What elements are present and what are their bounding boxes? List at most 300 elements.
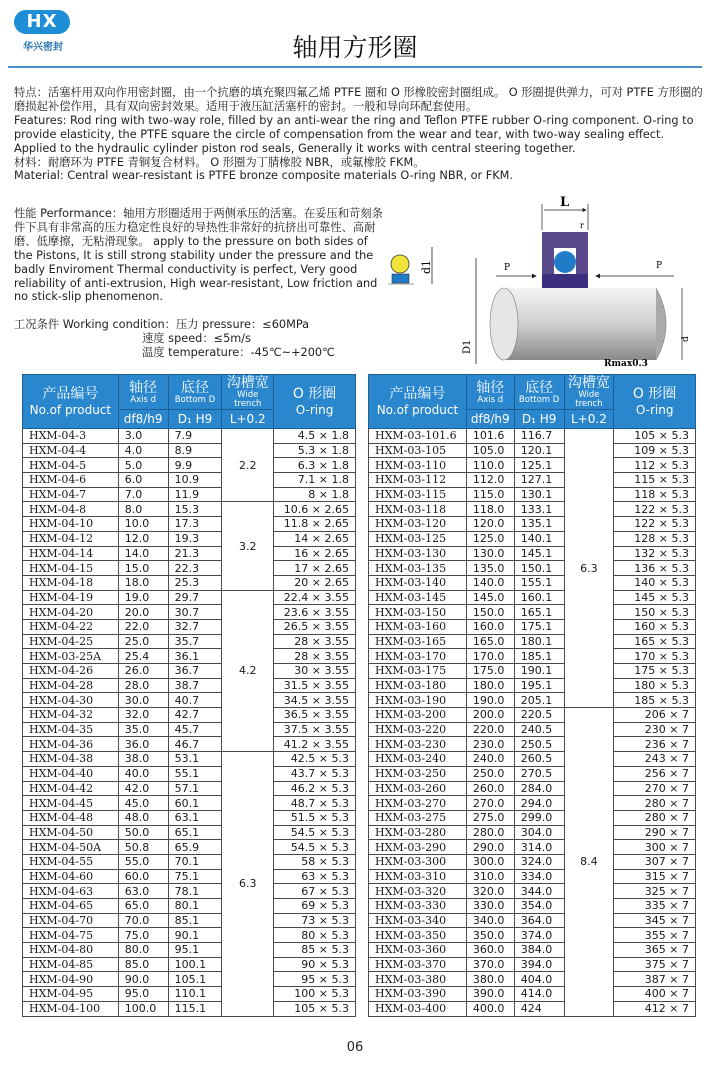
- cell-axis-diameter: 320.0: [466, 884, 514, 899]
- cell-oring-size: 122 × 5.3: [614, 502, 696, 517]
- cell-trench-width: 8.4: [564, 708, 614, 1016]
- table-row: [369, 502, 696, 517]
- cell-product-code: HXM-04-25: [23, 634, 119, 649]
- cell-bottom-diameter: 9.9: [168, 458, 222, 473]
- rmax-label: Rmax0.3: [604, 359, 648, 369]
- cell-oring-size: 112 × 5.3: [614, 458, 696, 473]
- performance-text: 性能 Performance：轴用方形圈适用于两侧承压的活塞。在妥压和苛刻条件下具有非常高的压力稳定性良好的导热性非常好的抗挤出可靠性、高耐磨、低摩擦，无粘滑现象。 apply to the pressure on both sides of the Pistons, It is still strong stability under the pressure and the badly Enviroment Thermal conductivity is perfect, Very good reliability of anti-extrusion, High wear-resistant, Low friction and no stick-slip phenomenon.: [14, 207, 383, 304]
- cell-bottom-diameter: 270.5: [514, 766, 564, 781]
- cell-product-code: HXM-03-112: [369, 473, 467, 488]
- cell-axis-diameter: 220.0: [466, 722, 514, 737]
- cell-axis-diameter: 150.0: [466, 605, 514, 620]
- D1-label: D1: [462, 339, 473, 354]
- cell-product-code: HXM-04-6: [23, 473, 119, 488]
- cell-axis-diameter: 36.0: [118, 737, 168, 752]
- cell-axis-diameter: 45.0: [118, 796, 168, 811]
- cell-oring-size: 206 × 7: [614, 708, 696, 723]
- cell-bottom-diameter: 95.1: [168, 943, 222, 958]
- table-row: [369, 899, 696, 914]
- cell-product-code: HXM-03-150: [369, 605, 467, 620]
- cell-bottom-diameter: 63.1: [168, 810, 222, 825]
- cell-axis-diameter: 48.0: [118, 810, 168, 825]
- cell-product-code: HXM-04-85: [23, 957, 119, 972]
- table-row: [23, 869, 356, 884]
- cell-axis-diameter: 112.0: [466, 473, 514, 488]
- cell-product-code: HXM-03-360: [369, 943, 467, 958]
- cell-oring-size: 10.6 × 2.65: [274, 502, 356, 517]
- table-row: [369, 840, 696, 855]
- cell-bottom-diameter: 334.0: [514, 869, 564, 884]
- cell-bottom-diameter: 304.0: [514, 825, 564, 840]
- col-unit-bottom: D₁ H9: [514, 410, 564, 429]
- table-row: [23, 649, 356, 664]
- table-row: [23, 781, 356, 796]
- cell-oring-size: 63 × 5.3: [274, 869, 356, 884]
- table-row: [23, 575, 356, 590]
- cell-axis-diameter: 130.0: [466, 546, 514, 561]
- table-row: [369, 708, 696, 723]
- cell-axis-diameter: 340.0: [466, 913, 514, 928]
- cell-oring-size: 67 × 5.3: [274, 884, 356, 899]
- cell-oring-size: 58 × 5.3: [274, 854, 356, 869]
- cell-oring-size: 22.4 × 3.55: [274, 590, 356, 605]
- cell-bottom-diameter: 25.3: [168, 575, 222, 590]
- table-row: [23, 531, 356, 546]
- table-row: [23, 884, 356, 899]
- cell-axis-diameter: 19.0: [118, 590, 168, 605]
- cell-oring-size: 36.5 × 3.55: [274, 708, 356, 723]
- cell-bottom-diameter: 115.1: [168, 1001, 222, 1016]
- header-divider: [8, 66, 702, 68]
- cell-bottom-diameter: 100.1: [168, 957, 222, 972]
- table-row: [23, 796, 356, 811]
- cell-oring-size: 400 × 7: [614, 987, 696, 1002]
- cell-axis-diameter: 145.0: [466, 590, 514, 605]
- cell-trench-width: 3.2: [222, 502, 274, 590]
- cell-bottom-diameter: 80.1: [168, 899, 222, 914]
- cell-bottom-diameter: 414.0: [514, 987, 564, 1002]
- cell-bottom-diameter: 110.1: [168, 987, 222, 1002]
- cell-product-code: HXM-04-63: [23, 884, 119, 899]
- company-logo-subtitle: 华兴密封: [23, 42, 63, 53]
- cell-axis-diameter: 260.0: [466, 781, 514, 796]
- cell-bottom-diameter: 45.7: [168, 722, 222, 737]
- cell-bottom-diameter: 19.3: [168, 531, 222, 546]
- cell-bottom-diameter: 160.1: [514, 590, 564, 605]
- table-row: [369, 766, 696, 781]
- cell-product-code: HXM-04-20: [23, 605, 119, 620]
- table-row: [23, 810, 356, 825]
- col-header-bottom: 底径 Bottom D: [168, 375, 222, 410]
- cell-oring-size: 335 × 7: [614, 899, 696, 914]
- cell-axis-diameter: 70.0: [118, 913, 168, 928]
- cell-oring-size: 46.2 × 5.3: [274, 781, 356, 796]
- cell-oring-size: 6.3 × 1.8: [274, 458, 356, 473]
- table-row: [23, 619, 356, 634]
- cell-oring-size: 280 × 7: [614, 810, 696, 825]
- cell-bottom-diameter: 116.7: [514, 429, 564, 444]
- cell-product-code: HXM-03-190: [369, 693, 467, 708]
- cell-product-code: HXM-03-125: [369, 531, 467, 546]
- cell-bottom-diameter: 90.1: [168, 928, 222, 943]
- cell-product-code: HXM-04-60: [23, 869, 119, 884]
- cell-product-code: HXM-03-340: [369, 913, 467, 928]
- company-logo: HX: [14, 10, 70, 34]
- cell-product-code: HXM-04-32: [23, 708, 119, 723]
- table-row: [23, 899, 356, 914]
- cell-oring-size: 160 × 5.3: [614, 619, 696, 634]
- table-row: [369, 561, 696, 576]
- cell-axis-diameter: 310.0: [466, 869, 514, 884]
- cell-oring-size: 175 × 5.3: [614, 664, 696, 679]
- cell-product-code: HXM-04-35: [23, 722, 119, 737]
- table-row: [369, 619, 696, 634]
- cell-bottom-diameter: 424: [514, 1001, 564, 1016]
- cell-product-code: HXM-03-160: [369, 619, 467, 634]
- cell-product-code: HXM-03-390: [369, 987, 467, 1002]
- table-row: [23, 825, 356, 840]
- cell-product-code: HXM-03-175: [369, 664, 467, 679]
- cell-axis-diameter: 85.0: [118, 957, 168, 972]
- table-row: [369, 825, 696, 840]
- cell-bottom-diameter: 42.7: [168, 708, 222, 723]
- cell-bottom-diameter: 30.7: [168, 605, 222, 620]
- cell-axis-diameter: 330.0: [466, 899, 514, 914]
- table-row: [23, 590, 356, 605]
- cell-product-code: HXM-04-5: [23, 458, 119, 473]
- cell-axis-diameter: 350.0: [466, 928, 514, 943]
- table-row: [369, 1001, 696, 1016]
- cell-product-code: HXM-04-19: [23, 590, 119, 605]
- cell-bottom-diameter: 17.3: [168, 517, 222, 532]
- cell-bottom-diameter: 299.0: [514, 810, 564, 825]
- cell-bottom-diameter: 180.1: [514, 634, 564, 649]
- table-row: [369, 928, 696, 943]
- cell-oring-size: 54.5 × 5.3: [274, 825, 356, 840]
- cell-bottom-diameter: 374.0: [514, 928, 564, 943]
- cell-axis-diameter: 400.0: [466, 1001, 514, 1016]
- table-body-right: [369, 429, 696, 1017]
- cell-axis-diameter: 180.0: [466, 678, 514, 693]
- cell-bottom-diameter: 78.1: [168, 884, 222, 899]
- cell-axis-diameter: 38.0: [118, 752, 168, 767]
- cell-product-code: HXM-03-330: [369, 899, 467, 914]
- cell-product-code: HXM-04-90: [23, 972, 119, 987]
- cell-oring-size: 23.6 × 3.55: [274, 605, 356, 620]
- cell-oring-size: 42.5 × 5.3: [274, 752, 356, 767]
- square-ring: [542, 232, 588, 288]
- cell-axis-diameter: 55.0: [118, 854, 168, 869]
- cell-bottom-diameter: 394.0: [514, 957, 564, 972]
- table-row: [369, 590, 696, 605]
- cell-bottom-diameter: 36.1: [168, 649, 222, 664]
- table-row: [23, 854, 356, 869]
- table-row: [369, 664, 696, 679]
- table-body-left: [23, 429, 356, 1017]
- cell-product-code: HXM-04-12: [23, 531, 119, 546]
- condition-speed: 速度 speed：≤5m/s: [142, 331, 251, 345]
- cell-product-code: HXM-03-170: [369, 649, 467, 664]
- cell-oring-size: 118 × 5.3: [614, 487, 696, 502]
- table-row: [369, 429, 696, 444]
- table-row: [369, 575, 696, 590]
- cell-oring-size: 180 × 5.3: [614, 678, 696, 693]
- material-cn: 材料：耐磨环为 PTFE 青铜复合材料。 O 形圈为丁腈橡胶 NBR，或氟橡胶 FKM。: [14, 155, 425, 169]
- cell-bottom-diameter: 175.1: [514, 619, 564, 634]
- cell-axis-diameter: 101.6: [466, 429, 514, 444]
- table-row: [23, 722, 356, 737]
- cell-bottom-diameter: 11.9: [168, 487, 222, 502]
- cell-axis-diameter: 12.0: [118, 531, 168, 546]
- cell-axis-diameter: 75.0: [118, 928, 168, 943]
- cell-axis-diameter: 40.0: [118, 766, 168, 781]
- table-row: [369, 869, 696, 884]
- cell-axis-diameter: 50.8: [118, 840, 168, 855]
- cell-bottom-diameter: 125.1: [514, 458, 564, 473]
- table-row: [369, 649, 696, 664]
- cell-bottom-diameter: 21.3: [168, 546, 222, 561]
- table-row: [369, 884, 696, 899]
- cell-oring-size: 16 × 2.65: [274, 546, 356, 561]
- table-row: [23, 840, 356, 855]
- seal-cross-section-diagram: [384, 192, 702, 372]
- cell-oring-size: 51.5 × 5.3: [274, 810, 356, 825]
- cell-oring-size: 270 × 7: [614, 781, 696, 796]
- cell-oring-size: 170 × 5.3: [614, 649, 696, 664]
- cell-bottom-diameter: 260.5: [514, 752, 564, 767]
- table-row: [369, 913, 696, 928]
- cell-oring-size: 20 × 2.65: [274, 575, 356, 590]
- ring-symbol: [392, 274, 409, 283]
- cell-oring-size: 105 × 5.3: [614, 429, 696, 444]
- cell-product-code: HXM-04-40: [23, 766, 119, 781]
- cell-axis-diameter: 105.0: [466, 443, 514, 458]
- cell-axis-diameter: 110.0: [466, 458, 514, 473]
- shaft: [490, 288, 666, 360]
- cell-bottom-diameter: 195.1: [514, 678, 564, 693]
- cell-trench-width: 6.3: [564, 429, 614, 708]
- cell-bottom-diameter: 140.1: [514, 531, 564, 546]
- cell-oring-size: 300 × 7: [614, 840, 696, 855]
- cell-axis-diameter: 115.0: [466, 487, 514, 502]
- cell-axis-diameter: 26.0: [118, 664, 168, 679]
- cell-product-code: HXM-04-48: [23, 810, 119, 825]
- cell-bottom-diameter: 165.1: [514, 605, 564, 620]
- cell-oring-size: 43.7 × 5.3: [274, 766, 356, 781]
- cell-oring-size: 355 × 7: [614, 928, 696, 943]
- cell-bottom-diameter: 46.7: [168, 737, 222, 752]
- cell-product-code: HXM-04-26: [23, 664, 119, 679]
- table-row: [23, 678, 356, 693]
- col-header-trench: 沟槽宽 Wide trench: [564, 375, 614, 410]
- cell-product-code: HXM-04-42: [23, 781, 119, 796]
- cell-product-code: HXM-04-4: [23, 443, 119, 458]
- cell-bottom-diameter: 133.1: [514, 502, 564, 517]
- cell-axis-diameter: 6.0: [118, 473, 168, 488]
- cell-bottom-diameter: 70.1: [168, 854, 222, 869]
- cell-product-code: HXM-04-14: [23, 546, 119, 561]
- cell-axis-diameter: 165.0: [466, 634, 514, 649]
- table-row: [23, 605, 356, 620]
- table-row: [369, 517, 696, 532]
- pressure-left-label: P: [504, 263, 511, 273]
- cell-product-code: HXM-04-28: [23, 678, 119, 693]
- table-row: [369, 722, 696, 737]
- cell-bottom-diameter: 220.5: [514, 708, 564, 723]
- cell-axis-diameter: 120.0: [466, 517, 514, 532]
- table-row: [23, 766, 356, 781]
- cell-oring-size: 109 × 5.3: [614, 443, 696, 458]
- table-row: [23, 473, 356, 488]
- cell-bottom-diameter: 53.1: [168, 752, 222, 767]
- cell-axis-diameter: 200.0: [466, 708, 514, 723]
- col-header-oring: O 形圈 O-ring: [274, 375, 356, 429]
- cell-axis-diameter: 32.0: [118, 708, 168, 723]
- cell-axis-diameter: 360.0: [466, 943, 514, 958]
- table-row: [23, 546, 356, 561]
- features-en: Features: Rod ring with two-way role, filled by an anti-wear the ring and Teflon PTFE rubber O-ring component. O-ring to provide elasticity, the PTFE square the circle of compensation from the wear and tear, with two-way sealing effect. Applied to the hydraulic cylinder piston rod seals, Generally it works with central steering together.: [14, 113, 694, 155]
- table-row: [23, 561, 356, 576]
- table-row: [369, 693, 696, 708]
- cell-bottom-diameter: 65.9: [168, 840, 222, 855]
- cell-product-code: HXM-04-3: [23, 429, 119, 444]
- cell-product-code: HXM-03-101.6: [369, 429, 467, 444]
- cell-oring-size: 132 × 5.3: [614, 546, 696, 561]
- cell-oring-size: 26.5 × 3.55: [274, 619, 356, 634]
- table-row: [369, 678, 696, 693]
- cell-product-code: HXM-03-275: [369, 810, 467, 825]
- cell-bottom-diameter: 190.1: [514, 664, 564, 679]
- condition-temperature: 温度 temperature：-45℃~+200℃: [142, 345, 335, 359]
- cell-oring-size: 90 × 5.3: [274, 957, 356, 972]
- cell-product-code: HXM-03-135: [369, 561, 467, 576]
- table-row: [23, 943, 356, 958]
- cell-product-code: HXM-03-300: [369, 854, 467, 869]
- table-row: [369, 810, 696, 825]
- cell-axis-diameter: 290.0: [466, 840, 514, 855]
- cell-oring-size: 375 × 7: [614, 957, 696, 972]
- cell-product-code: HXM-04-22: [23, 619, 119, 634]
- table-row: [369, 972, 696, 987]
- cell-bottom-diameter: 57.1: [168, 781, 222, 796]
- cell-oring-size: 34.5 × 3.55: [274, 693, 356, 708]
- cell-bottom-diameter: 145.1: [514, 546, 564, 561]
- working-conditions: [14, 318, 386, 360]
- cell-bottom-diameter: 314.0: [514, 840, 564, 855]
- oring-symbol: [391, 255, 409, 273]
- cell-product-code: HXM-04-100: [23, 1001, 119, 1016]
- cell-bottom-diameter: 65.1: [168, 825, 222, 840]
- cell-axis-diameter: 270.0: [466, 796, 514, 811]
- cell-bottom-diameter: 15.3: [168, 502, 222, 517]
- cell-axis-diameter: 240.0: [466, 752, 514, 767]
- cell-bottom-diameter: 10.9: [168, 473, 222, 488]
- table-row: [23, 693, 356, 708]
- col-header-bottom: 底径 Bottom D: [514, 375, 564, 410]
- cell-oring-size: 95 × 5.3: [274, 972, 356, 987]
- cell-product-code: HXM-04-8: [23, 502, 119, 517]
- cell-oring-size: 28 × 3.55: [274, 634, 356, 649]
- col-unit-axis: df8/h9: [118, 410, 168, 429]
- cell-oring-size: 37.5 × 3.55: [274, 722, 356, 737]
- cell-product-code: HXM-03-140: [369, 575, 467, 590]
- cell-product-code: HXM-04-75: [23, 928, 119, 943]
- cell-oring-size: 243 × 7: [614, 752, 696, 767]
- cell-bottom-diameter: 22.3: [168, 561, 222, 576]
- cell-axis-diameter: 275.0: [466, 810, 514, 825]
- table-row: [23, 443, 356, 458]
- col-header-trench: 沟槽宽 Wide trench: [222, 375, 274, 410]
- cell-axis-diameter: 100.0: [118, 1001, 168, 1016]
- oring-cross-section: [554, 251, 576, 273]
- cell-oring-size: 30 × 3.55: [274, 664, 356, 679]
- cell-oring-size: 140 × 5.3: [614, 575, 696, 590]
- cell-product-code: HXM-04-70: [23, 913, 119, 928]
- cell-oring-size: 4.5 × 1.8: [274, 429, 356, 444]
- pressure-right-label: P: [656, 261, 663, 271]
- table-row: [369, 487, 696, 502]
- cell-oring-size: 5.3 × 1.8: [274, 443, 356, 458]
- cell-oring-size: 11.8 × 2.65: [274, 517, 356, 532]
- cell-product-code: HXM-03-130: [369, 546, 467, 561]
- cell-product-code: HXM-04-10: [23, 517, 119, 532]
- col-header-oring: O 形圈 O-ring: [614, 375, 696, 429]
- intro-section: [14, 86, 704, 183]
- cell-oring-size: 7.1 × 1.8: [274, 473, 356, 488]
- cell-product-code: HXM-04-95: [23, 987, 119, 1002]
- table-row: [23, 517, 356, 532]
- d1-label: d1: [420, 259, 433, 274]
- cell-bottom-diameter: 55.1: [168, 766, 222, 781]
- cell-oring-size: 315 × 7: [614, 869, 696, 884]
- cell-product-code: HXM-04-30: [23, 693, 119, 708]
- table-row: [23, 913, 356, 928]
- cell-axis-diameter: 35.0: [118, 722, 168, 737]
- cell-product-code: HXM-03-120: [369, 517, 467, 532]
- cell-trench-width: 4.2: [222, 590, 274, 752]
- cell-axis-diameter: 390.0: [466, 987, 514, 1002]
- cell-oring-size: 185 × 5.3: [614, 693, 696, 708]
- cell-axis-diameter: 95.0: [118, 987, 168, 1002]
- cell-bottom-diameter: 29.7: [168, 590, 222, 605]
- cell-axis-diameter: 5.0: [118, 458, 168, 473]
- table-row: [23, 502, 356, 517]
- r-label: r: [580, 221, 584, 230]
- cell-axis-diameter: 65.0: [118, 899, 168, 914]
- page-title: 轴用方形圈: [292, 33, 418, 62]
- cell-axis-diameter: 14.0: [118, 546, 168, 561]
- cell-trench-width: 2.2: [222, 429, 274, 502]
- cell-axis-diameter: 8.0: [118, 502, 168, 517]
- table-row: [23, 987, 356, 1002]
- cell-product-code: HXM-04-50: [23, 825, 119, 840]
- cell-axis-diameter: 280.0: [466, 825, 514, 840]
- col-unit-trench: L+0.2: [222, 410, 274, 429]
- table-row: [369, 752, 696, 767]
- cell-bottom-diameter: 127.1: [514, 473, 564, 488]
- cell-oring-size: 48.7 × 5.3: [274, 796, 356, 811]
- table-row: [369, 957, 696, 972]
- cell-product-code: HXM-03-310: [369, 869, 467, 884]
- cell-axis-diameter: 63.0: [118, 884, 168, 899]
- cell-oring-size: 54.5 × 5.3: [274, 840, 356, 855]
- cell-product-code: HXM-03-320: [369, 884, 467, 899]
- features-cn: 特点：活塞杆用双向作用密封圈，由一个抗磨的填充聚四氟乙烯 PTFE 圈和 O 形橡胶密封圈组成。 O 形圈提供弹力，可对 PTFE 方形圈的磨损起补偿作用，具有双向密封效果。适用于液压缸活塞杆的密封。一般和导向环配套使用。: [14, 86, 703, 113]
- col-unit-trench: L+0.2: [564, 410, 614, 429]
- cell-product-code: HXM-03-350: [369, 928, 467, 943]
- cell-product-code: HXM-03-200: [369, 708, 467, 723]
- cell-trench-width: 6.3: [222, 752, 274, 1016]
